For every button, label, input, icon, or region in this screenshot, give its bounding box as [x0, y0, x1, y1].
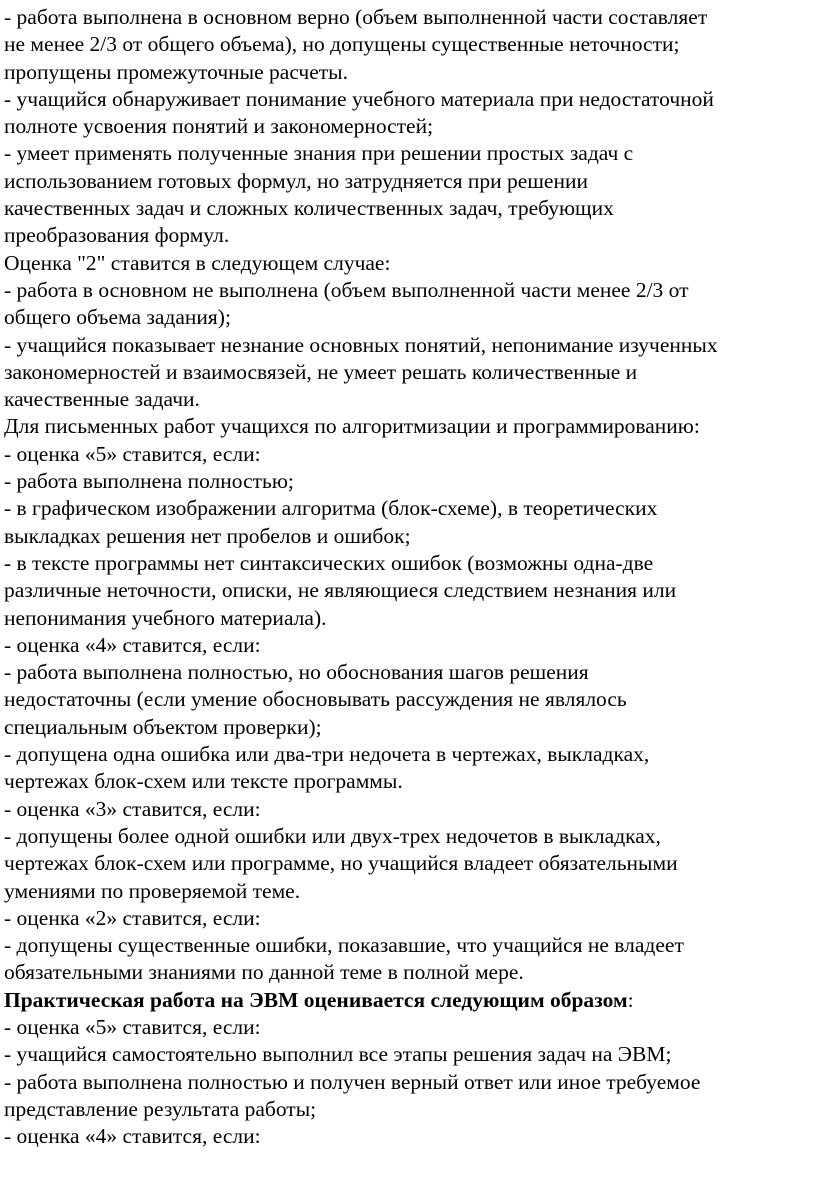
- text-line: качественные задачи.: [4, 387, 200, 412]
- text-line: - допущены существенные ошибки, показавшие, что учащийся не владеет: [4, 933, 684, 958]
- text-line: недостаточны (если умение обосновывать рассуждения не являлось: [4, 687, 627, 712]
- text-line: - умеет применять полученные знания при решении простых задач с: [4, 141, 634, 166]
- text-line: чертежах блок-схем или тексте программы.: [4, 769, 403, 794]
- text-line: - оценка «4» ставится, если:: [4, 1124, 261, 1149]
- text-line: - в графическом изображении алгоритма (блок-схеме), в теоретических: [4, 496, 658, 521]
- text-line: закономерностей и взаимосвязей, не умеет решать количественные и: [4, 359, 638, 384]
- text-line: обязательными знаниями по данной теме в полной мере.: [4, 960, 524, 985]
- text-line: - допущены более одной ошибки или двух-трех недочетов в выкладках,: [4, 823, 661, 848]
- text-line: чертежах блок-схем или программе, но учащийся владеет обязательными: [4, 851, 678, 876]
- text-line: - работа в основном не выполнена (объем выполненной части менее 2/3 от: [4, 277, 689, 302]
- text-line: - в тексте программы нет синтаксических ошибок (возможны одна-две: [4, 550, 654, 575]
- text-line: пропущены промежуточные расчеты.: [4, 59, 348, 84]
- text-line: - оценка «4» ставится, если:: [4, 632, 261, 657]
- text-line: - оценка «5» ставится, если:: [4, 441, 261, 466]
- text-line: умениями по проверяемой теме.: [4, 878, 301, 903]
- text-line: не менее 2/3 от общего объема), но допущены существенные неточности;: [4, 32, 680, 57]
- text-block-before: [4, 4, 816, 987]
- text-line: - учащийся самостоятельно выполнил все этапы решения задач на ЭВМ;: [4, 1042, 672, 1067]
- heading-colon: :: [627, 987, 634, 1012]
- text-line: специальным объектом проверки);: [4, 714, 322, 739]
- text-line: различные неточности, описки, не являющиеся следствием незнания или: [4, 578, 677, 603]
- heading-bold-text: Практическая работа на ЭВМ оценивается следующим образом: [4, 987, 628, 1012]
- text-line: - оценка «2» ставится, если:: [4, 905, 261, 930]
- text-line: - работа выполнена полностью и получен верный ответ или иное требуемое: [4, 1069, 701, 1094]
- text-line: - работа выполнена полностью, но обоснования шагов решения: [4, 660, 589, 685]
- text-line: качественных задач и сложных количественных задач, требующих: [4, 196, 614, 221]
- text-line: - работа выполнена полностью;: [4, 469, 294, 494]
- text-block-after: [4, 1014, 816, 1150]
- text-line: представление результата работы;: [4, 1096, 317, 1121]
- text-line: - учащийся обнаруживает понимание учебного материала при недостаточной: [4, 86, 714, 111]
- practical-work-heading: [4, 987, 816, 1014]
- text-line: полноте усвоения понятий и закономерностей;: [4, 114, 434, 139]
- text-line: - оценка «3» ставится, если:: [4, 796, 261, 821]
- text-line: - работа выполнена в основном верно (объем выполненной части составляет: [4, 5, 708, 29]
- text-line: Для письменных работ учащихся по алгоритмизации и программированию:: [4, 414, 700, 439]
- text-line: - допущена одна ошибка или два-три недочета в чертежах, выкладках,: [4, 742, 650, 767]
- text-line: преобразования формул.: [4, 223, 230, 248]
- text-line: выкладках решения нет пробелов и ошибок;: [4, 523, 411, 548]
- text-line: - оценка «5» ставится, если:: [4, 1014, 261, 1039]
- text-line: - учащийся показывает незнание основных понятий, непонимание изученных: [4, 332, 718, 357]
- text-line: использованием готовых формул, но затрудняется при решении: [4, 168, 588, 193]
- text-line: непонимания учебного материала).: [4, 605, 327, 630]
- text-line: общего объема задания);: [4, 305, 231, 330]
- text-line: Оценка "2" ставится в следующем случае:: [4, 250, 391, 275]
